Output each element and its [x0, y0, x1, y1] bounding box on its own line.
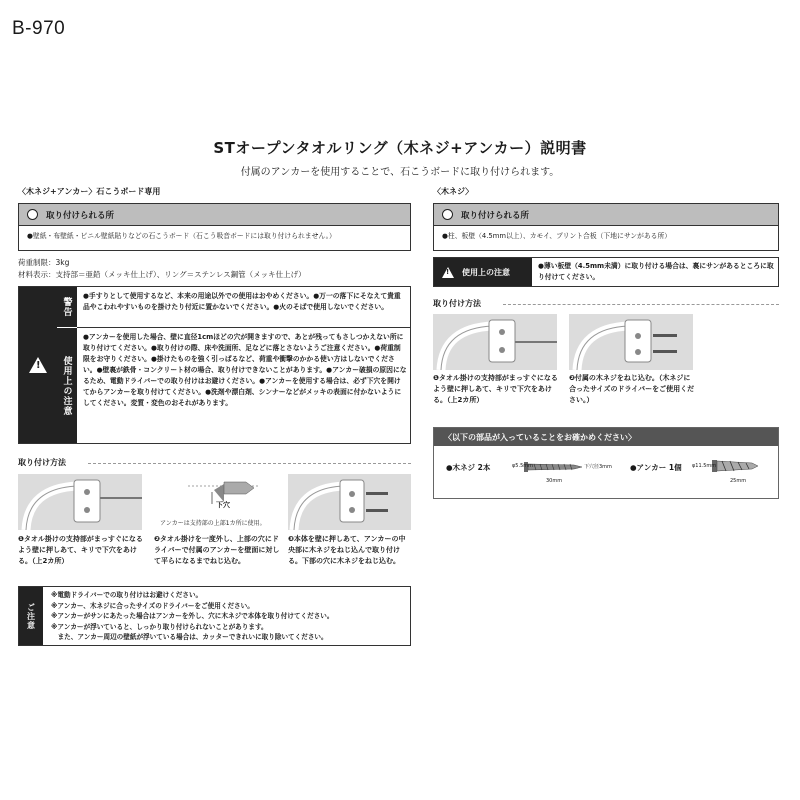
load-limit: 荷重制限：3kg — [18, 258, 70, 267]
parts-box — [433, 427, 779, 499]
left-mount-box-header: 取り付けられる所 — [19, 204, 410, 226]
keikoku-label-bar — [57, 287, 77, 327]
caution-line: ※電動ドライバーでの取り付けはお避けください。 — [51, 591, 203, 599]
page-subtitle: 付属のアンカーを使用することで、石こうボードに取り付けられます。 — [240, 167, 560, 178]
page-title: STオープンタオルリング（木ネジ+アンカー）説明書 — [213, 139, 587, 157]
screw-dia: φ5.5mm — [512, 463, 533, 469]
product-code: B-970 — [12, 18, 66, 39]
left-mount-box-text: ●壁紙・布壁紙・ビニル壁紙貼りなどの石こうボード（石こう吸音ボードには取り付けられません。） — [27, 232, 336, 240]
left-step2-illustration — [154, 474, 278, 530]
notes-label: 使用上の注意 — [61, 355, 72, 416]
left-mount-box — [18, 203, 411, 251]
notes-text: ●アンカーを使用した場合、壁に直径1cmほどの穴が開きますので、あとが残ってもさしつかえない所に取り付けてください。●取り付けの際、床や洗面所、足などに落とさないようご注意ください。●荷重制限をお守りください。●掛けたものを強く引っぱるなど、荷重や衝撃のかかる使い方はしないでください。●壁裏が鉄骨・コンクリート材の場合、取り付けできないことがあります。●アンカー破損の原因になるため、電動ドライバーでの取り付けはお避けください。●アンカーを使用する場合は、必ず下穴を開けてからアンカーを取り付けてください。●洗剤や漂白剤、シンナーなどがメッキの表面に付かないようにしてください。変質・変色のおそれがあります。 — [83, 333, 407, 407]
screw-len: 30mm — [546, 478, 563, 484]
usage-note-text: ●薄い板壁（4.5mm未満）に取り付ける場合は、裏にサンがあるところに取り付けてください。 — [538, 262, 774, 281]
left-step3-illustration — [288, 474, 411, 530]
warning-triangle-icon: ! — [442, 267, 454, 278]
anchor-len: 25mm — [730, 478, 747, 484]
left-step2-caption: ❷タオル掛けを一度外し、上部の穴にドライバーで付属のアンカーを壁面に対して平らになるまでねじ込む。 — [154, 535, 280, 565]
screw-hole: 下穴径3mm — [584, 464, 612, 470]
warning-block — [18, 286, 411, 444]
caution-lines — [51, 590, 407, 643]
circle-icon — [27, 209, 38, 220]
caution-line: ※アンカーがサンにあたった場合はアンカーを外し、穴に木ネジで本体を取り付けてください。 — [51, 612, 334, 620]
warning-triangle-icon: ! — [29, 357, 47, 373]
right-install-title: 取り付け方法 — [433, 299, 481, 308]
right-step1-illustration — [433, 314, 557, 370]
materials: 材料表示：支持部＝亜鉛（メッキ仕上げ）、リング＝ステンレス鋼管（メッキ仕上げ） — [18, 270, 306, 279]
notes-label-bar — [57, 328, 77, 443]
anchor-icon — [712, 457, 760, 479]
caution-label: ご注意 — [26, 602, 36, 630]
circle-icon — [442, 209, 453, 220]
usage-note-label: 使用上の注意 — [462, 267, 510, 277]
screw-label: ●木ネジ 2本 — [446, 463, 491, 472]
usage-note-label-bar — [434, 258, 532, 286]
screw-icon — [524, 459, 584, 478]
caution-label-bar — [19, 587, 43, 645]
right-mount-box-header: 取り付けられる所 — [434, 204, 778, 226]
right-step1-caption: ❶タオル掛けの支持部がまっすぐになるよう壁に押しあて、キリで下穴をあける。（上2カ所） — [433, 374, 558, 404]
right-step2-illustration — [569, 314, 693, 370]
keikoku-text: ●手すりとして使用するなど、本来の用途以外での使用はおやめください。●万一の落下にそなえて貴重品やこわれやすいものを掛けたり付近に置かないでください。●火のそばで使用しないでください。 — [83, 292, 401, 311]
right-section-title: 〈木ネジ〉 — [433, 187, 474, 196]
left-step3-caption: ❸本体を壁に押しあて、アンカーの中央部に木ネジをねじ込んで取り付ける。下部の穴に木ネジをねじ込む。 — [288, 535, 406, 565]
left-step1-caption: ❶タオル掛けの支持部がまっすぐになるよう壁に押しあて、キリで下穴をあける。（上2カ所） — [18, 535, 143, 565]
anchor-label: ●アンカー 1個 — [630, 463, 682, 472]
right-mount-box-text: ●柱、板壁（4.5mm以上）、カモイ、プリント合板（下地にサンがある所） — [442, 232, 672, 240]
right-mount-box — [433, 203, 779, 251]
shitaana-label: 下穴 — [216, 501, 230, 509]
left-step1-illustration — [18, 474, 142, 530]
keikoku-label: 警告 — [61, 297, 72, 317]
left-install-title: 取り付け方法 — [18, 458, 66, 467]
left-section-title: 〈木ネジ+アンカー〉石こうボード専用 — [18, 187, 161, 196]
caution-line: ※アンカー、木ネジに合ったサイズのドライバーをご使用ください。 — [51, 601, 254, 610]
caution-line: ※アンカーが浮いていると、しっかり取り付けられないことがあります。 — [51, 622, 268, 631]
caution-line: また、アンカー周辺の壁紙が浮いている場合は、カッターできれいに取り除いてください。 — [51, 633, 328, 641]
caution-block — [18, 586, 411, 646]
warning-side-bar — [19, 287, 57, 443]
right-step2-caption: ❷付属の木ネジをねじ込む。（木ネジに合ったサイズのドライバーをご使用ください。） — [569, 374, 695, 404]
anchor-dia: φ11.5mm — [692, 463, 717, 469]
parts-header: 〈以下の部品が入っていることをお確かめください〉 — [434, 428, 778, 446]
right-usage-note — [433, 257, 779, 287]
anchor-note: アンカーは支持部の上部1カ所に使用。 — [160, 520, 266, 527]
